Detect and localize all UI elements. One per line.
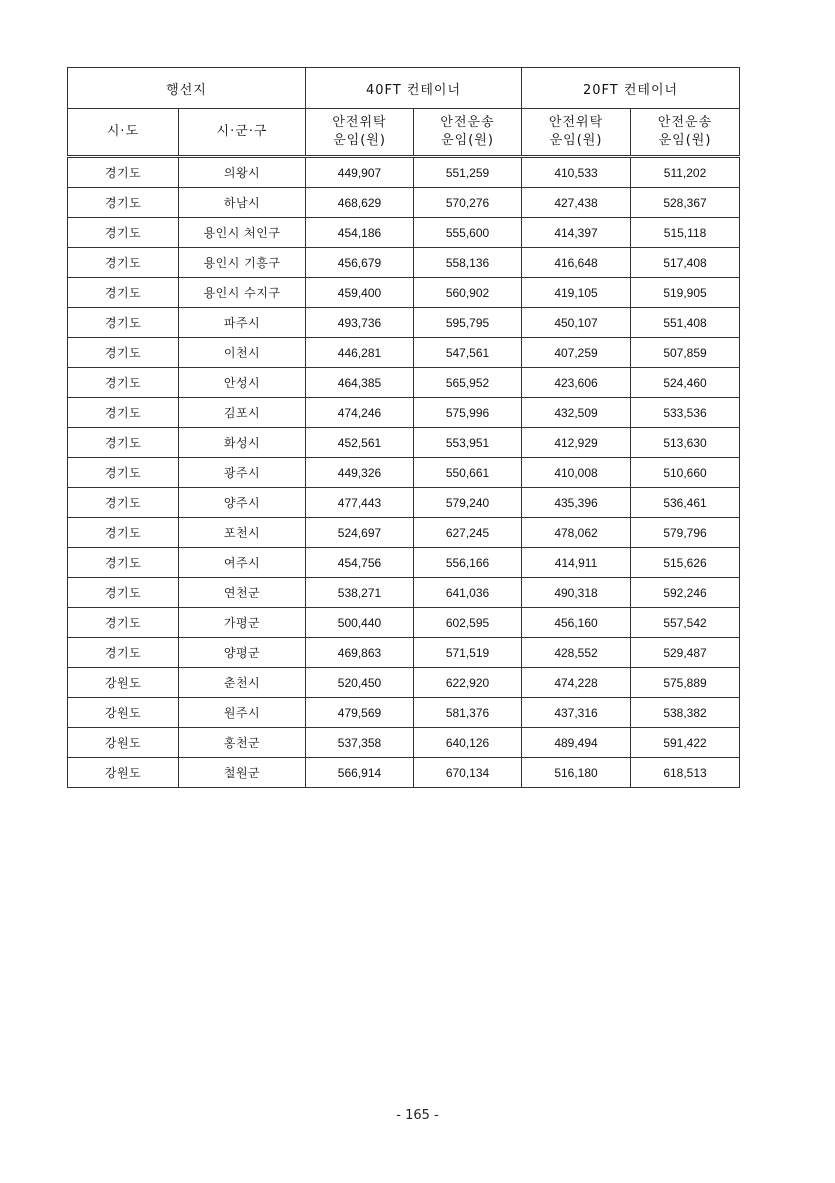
page-number: - 165 - [396, 1108, 439, 1123]
cell-sigungu: 연천군 [179, 578, 306, 608]
cell-sido: 경기도 [68, 548, 179, 578]
cell-40ft-transport: 602,595 [414, 608, 522, 638]
cell-20ft-commission: 478,062 [522, 518, 631, 548]
cell-sido: 강원도 [68, 728, 179, 758]
cell-40ft-commission: 454,186 [306, 218, 414, 248]
table-row [68, 578, 740, 608]
cell-sido: 경기도 [68, 278, 179, 308]
header-destination: 행선지 [68, 68, 306, 109]
header-40ft-transport [414, 109, 522, 157]
cell-20ft-transport: 592,246 [631, 578, 740, 608]
table-body [68, 157, 740, 788]
header-20ft-transport-line1: 안전운송 [657, 115, 713, 130]
cell-20ft-commission: 516,180 [522, 758, 631, 788]
table-row [68, 188, 740, 218]
cell-40ft-commission: 537,358 [306, 728, 414, 758]
cell-sigungu: 철원군 [179, 758, 306, 788]
cell-sigungu: 여주시 [179, 548, 306, 578]
cell-sigungu: 가평군 [179, 608, 306, 638]
cell-40ft-commission: 474,246 [306, 398, 414, 428]
cell-20ft-transport: 538,382 [631, 698, 740, 728]
header-20ft-transport [631, 109, 740, 157]
cell-20ft-commission: 437,316 [522, 698, 631, 728]
cell-sigungu: 용인시 기흥구 [179, 248, 306, 278]
cell-20ft-commission: 410,533 [522, 157, 631, 188]
cell-sido: 경기도 [68, 157, 179, 188]
header-20ft-transport-line2: 운임(원) [658, 133, 712, 148]
cell-40ft-transport: 551,259 [414, 157, 522, 188]
cell-sido: 경기도 [68, 638, 179, 668]
cell-sigungu: 의왕시 [179, 157, 306, 188]
cell-20ft-commission: 474,228 [522, 668, 631, 698]
cell-40ft-transport: 555,600 [414, 218, 522, 248]
cell-sido: 경기도 [68, 608, 179, 638]
cell-20ft-transport: 575,889 [631, 668, 740, 698]
table-row [68, 218, 740, 248]
cell-sigungu: 하남시 [179, 188, 306, 218]
cell-40ft-commission: 469,863 [306, 638, 414, 668]
cell-20ft-transport: 618,513 [631, 758, 740, 788]
cell-20ft-transport: 510,660 [631, 458, 740, 488]
cell-20ft-commission: 412,929 [522, 428, 631, 458]
cell-20ft-commission: 407,259 [522, 338, 631, 368]
cell-40ft-transport: 553,951 [414, 428, 522, 458]
cell-sigungu: 광주시 [179, 458, 306, 488]
cell-sigungu: 용인시 처인구 [179, 218, 306, 248]
cell-40ft-transport: 579,240 [414, 488, 522, 518]
cell-sigungu: 춘천시 [179, 668, 306, 698]
header-20ft-commission-line2: 운임(원) [549, 133, 603, 148]
cell-sigungu: 파주시 [179, 308, 306, 338]
cell-sido: 경기도 [68, 398, 179, 428]
cell-20ft-commission: 432,509 [522, 398, 631, 428]
cell-20ft-transport: 524,460 [631, 368, 740, 398]
cell-40ft-commission: 538,271 [306, 578, 414, 608]
table-row [68, 398, 740, 428]
cell-sigungu: 원주시 [179, 698, 306, 728]
cell-40ft-transport: 550,661 [414, 458, 522, 488]
cell-sido: 경기도 [68, 368, 179, 398]
cell-40ft-transport: 560,902 [414, 278, 522, 308]
cell-sigungu: 김포시 [179, 398, 306, 428]
cell-sido: 경기도 [68, 338, 179, 368]
header-row-columns [68, 109, 740, 157]
cell-20ft-transport: 511,202 [631, 157, 740, 188]
cell-40ft-commission: 452,561 [306, 428, 414, 458]
cell-40ft-commission: 493,736 [306, 308, 414, 338]
table-row [68, 428, 740, 458]
cell-40ft-transport: 641,036 [414, 578, 522, 608]
header-sigungu: 시·군·구 [179, 109, 306, 157]
cell-40ft-commission: 479,569 [306, 698, 414, 728]
table-row [68, 308, 740, 338]
cell-sido: 경기도 [68, 578, 179, 608]
header-40ft-container: 40FT 컨테이너 [306, 68, 522, 109]
cell-20ft-commission: 416,648 [522, 248, 631, 278]
cell-40ft-transport: 627,245 [414, 518, 522, 548]
header-row-groups [68, 68, 740, 109]
cell-40ft-commission: 456,679 [306, 248, 414, 278]
cell-20ft-commission: 489,494 [522, 728, 631, 758]
cell-sido: 경기도 [68, 248, 179, 278]
cell-20ft-transport: 528,367 [631, 188, 740, 218]
cell-sido: 경기도 [68, 488, 179, 518]
freight-rate-table [67, 67, 740, 788]
cell-sigungu: 홍천군 [179, 728, 306, 758]
cell-20ft-commission: 423,606 [522, 368, 631, 398]
header-sido: 시·도 [68, 109, 179, 157]
cell-40ft-transport: 640,126 [414, 728, 522, 758]
cell-40ft-transport: 570,276 [414, 188, 522, 218]
table-row [68, 248, 740, 278]
cell-sigungu: 화성시 [179, 428, 306, 458]
table-row [68, 728, 740, 758]
cell-20ft-commission: 450,107 [522, 308, 631, 338]
cell-40ft-commission: 449,326 [306, 458, 414, 488]
cell-20ft-transport: 551,408 [631, 308, 740, 338]
cell-40ft-commission: 459,400 [306, 278, 414, 308]
cell-20ft-transport: 529,487 [631, 638, 740, 668]
cell-20ft-commission: 456,160 [522, 608, 631, 638]
header-40ft-commission-line1: 안전위탁 [332, 115, 387, 130]
table-row [68, 157, 740, 188]
cell-40ft-commission: 446,281 [306, 338, 414, 368]
cell-20ft-commission: 414,911 [522, 548, 631, 578]
cell-40ft-commission: 449,907 [306, 157, 414, 188]
table-row [68, 758, 740, 788]
cell-sido: 강원도 [68, 668, 179, 698]
cell-20ft-commission: 490,318 [522, 578, 631, 608]
table-row [68, 548, 740, 578]
cell-sigungu: 양평군 [179, 638, 306, 668]
table-row [68, 638, 740, 668]
cell-40ft-transport: 556,166 [414, 548, 522, 578]
table-row [68, 488, 740, 518]
cell-40ft-commission: 468,629 [306, 188, 414, 218]
table-row [68, 668, 740, 698]
cell-40ft-transport: 670,134 [414, 758, 522, 788]
cell-40ft-commission: 464,385 [306, 368, 414, 398]
header-40ft-transport-line2: 운임(원) [441, 133, 494, 148]
cell-40ft-commission: 477,443 [306, 488, 414, 518]
header-20ft-commission [522, 109, 631, 157]
cell-sigungu: 양주시 [179, 488, 306, 518]
table-row [68, 338, 740, 368]
cell-20ft-commission: 410,008 [522, 458, 631, 488]
cell-20ft-commission: 427,438 [522, 188, 631, 218]
header-40ft-commission-line2: 운임(원) [333, 133, 386, 148]
cell-20ft-commission: 435,396 [522, 488, 631, 518]
table-row [68, 278, 740, 308]
cell-40ft-transport: 581,376 [414, 698, 522, 728]
cell-40ft-commission: 454,756 [306, 548, 414, 578]
table-header [68, 68, 740, 157]
cell-20ft-transport: 557,542 [631, 608, 740, 638]
cell-20ft-transport: 519,905 [631, 278, 740, 308]
cell-20ft-transport: 507,859 [631, 338, 740, 368]
cell-sido: 경기도 [68, 458, 179, 488]
table-row [68, 608, 740, 638]
cell-sido: 경기도 [68, 188, 179, 218]
table-row [68, 368, 740, 398]
cell-20ft-transport: 513,630 [631, 428, 740, 458]
cell-20ft-transport: 533,536 [631, 398, 740, 428]
header-20ft-container: 20FT 컨테이너 [522, 68, 740, 109]
cell-sido: 경기도 [68, 308, 179, 338]
header-20ft-commission-line1: 안전위탁 [548, 115, 604, 130]
cell-40ft-commission: 500,440 [306, 608, 414, 638]
header-40ft-commission [306, 109, 414, 157]
table-row [68, 698, 740, 728]
cell-40ft-transport: 571,519 [414, 638, 522, 668]
cell-40ft-transport: 565,952 [414, 368, 522, 398]
cell-20ft-transport: 515,626 [631, 548, 740, 578]
cell-20ft-transport: 591,422 [631, 728, 740, 758]
cell-20ft-commission: 428,552 [522, 638, 631, 668]
cell-40ft-transport: 622,920 [414, 668, 522, 698]
table-row [68, 458, 740, 488]
cell-20ft-transport: 579,796 [631, 518, 740, 548]
header-40ft-transport-line1: 안전운송 [440, 115, 495, 130]
cell-40ft-commission: 524,697 [306, 518, 414, 548]
cell-20ft-commission: 414,397 [522, 218, 631, 248]
cell-40ft-transport: 575,996 [414, 398, 522, 428]
cell-sido: 경기도 [68, 218, 179, 248]
cell-40ft-commission: 520,450 [306, 668, 414, 698]
cell-20ft-transport: 515,118 [631, 218, 740, 248]
cell-20ft-transport: 536,461 [631, 488, 740, 518]
cell-sido: 강원도 [68, 698, 179, 728]
cell-40ft-commission: 566,914 [306, 758, 414, 788]
cell-sido: 강원도 [68, 758, 179, 788]
cell-40ft-transport: 547,561 [414, 338, 522, 368]
cell-40ft-transport: 558,136 [414, 248, 522, 278]
cell-sigungu: 포천시 [179, 518, 306, 548]
cell-sigungu: 안성시 [179, 368, 306, 398]
table-row [68, 518, 740, 548]
cell-sigungu: 용인시 수지구 [179, 278, 306, 308]
cell-20ft-commission: 419,105 [522, 278, 631, 308]
cell-sigungu: 이천시 [179, 338, 306, 368]
cell-20ft-transport: 517,408 [631, 248, 740, 278]
cell-sido: 경기도 [68, 518, 179, 548]
cell-sido: 경기도 [68, 428, 179, 458]
cell-40ft-transport: 595,795 [414, 308, 522, 338]
